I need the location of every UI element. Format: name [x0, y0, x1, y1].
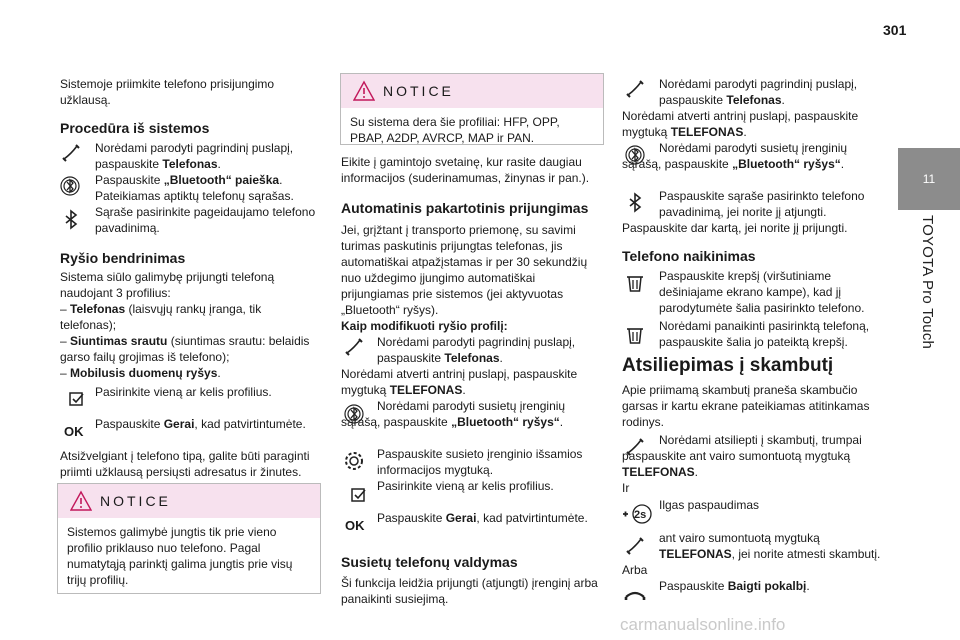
notice-body: Su sistema dera šie profiliai: HFP, OPP, PBAP, A2DP, AVRCP, MAP ir PAN. — [350, 115, 560, 145]
trash-icon — [624, 324, 646, 346]
step-bluetooth-search: Paspauskite „Bluetooth“ paieška. Pateikiamas aptiktų telefonų sąrašas. — [95, 173, 294, 203]
step-press-ok: Paspauskite Gerai, kad patvirtintumėte. — [95, 417, 306, 431]
bluetooth-search-icon — [59, 175, 81, 197]
modify-step-profiles: Pasirinkite vieną ar kelis profilius. — [377, 479, 554, 493]
bluetooth-icon — [624, 192, 646, 214]
warning-icon — [353, 80, 375, 102]
phone-handset-icon — [624, 535, 646, 557]
heading-auto-reconnect: Automatinis pakartotinis prijungimas — [341, 200, 589, 216]
bluetooth-icon — [60, 209, 82, 231]
hang-up-icon — [624, 584, 646, 606]
chapter-side-label: TOYOTA Pro Touch — [919, 215, 936, 350]
answer-call-body: Apie priimamą skambutį praneša skambučio garsas ir kartu ekrane pateikiamas atitinkamas rodinys. — [622, 383, 870, 429]
notice-body: Sistemos galimybė jungtis tik prie vieno profilio priklauso nuo telefono. Pagal numatytąją parinktį galima jungtis prie visų trijų profilių. — [67, 525, 293, 587]
manage-step-home: Norėdami parodyti pagrindinį puslapį, paspauskite Telefonas. — [659, 77, 858, 107]
ok-icon: OK — [64, 424, 84, 439]
or-text-2: Arba — [622, 563, 648, 577]
delete-step-remove: Norėdami panaikinti pasirinktą telefoną, paspauskite šalia jo pateiktą krepšį. — [659, 319, 870, 349]
checkbox-icon — [347, 484, 369, 506]
chapter-tab: 11 — [898, 148, 960, 210]
answer-step-reject: ant vairo sumontuotą mygtuką TELEFONAS, jei norite atmesti skambutį. — [659, 531, 881, 561]
notice-box-2 — [340, 73, 604, 145]
answer-step-end-call: Paspauskite Baigti pokalbį. — [659, 579, 810, 593]
or-text-1: Ir — [622, 481, 630, 495]
notice-title: NOTICE — [383, 83, 454, 99]
manage-step-bluetooth: Norėdami parodyti susietų įrenginių sąrašą, paspauskite „Bluetooth“ ryšys“. — [622, 141, 848, 171]
notice-box-1 — [57, 483, 321, 594]
checkbox-icon — [65, 388, 87, 410]
page-number: 301 — [883, 22, 907, 38]
notice-title: NOTICE — [100, 493, 171, 509]
auto-reconnect-body: Jei, grįžtant į transporto priemonę, su savimi turimas paskutinis prijungtas telefonas, jis automatiškai atpažįstamas ir per 30 sekundžių nuo uždegimo įjungimo automatiškai prijungiamas prie sistemos (jei aktyvuotas „Bluetooth“ ryšys). — [341, 223, 588, 317]
long-press-2s-icon — [621, 503, 655, 525]
phone-handset-icon — [624, 78, 646, 100]
modify-step-bluetooth: Norėdami parodyti susietų įrenginių sąrašą, paspauskite „Bluetooth“ ryšys“. — [341, 399, 566, 429]
step-select-profiles: Pasirinkite vieną ar kelis profilius. — [95, 385, 272, 399]
heading-delete-phone: Telefono naikinimas — [622, 248, 756, 264]
settings-gear-icon — [343, 450, 365, 472]
modify-step-home: Norėdami parodyti pagrindinį puslapį, paspauskite Telefonas. — [377, 335, 576, 365]
manage-step-disconnect: Paspauskite sąraše pasirinkto telefono pavadinimą, jei norite jį atjungti. — [659, 189, 865, 219]
answer-step-short-press: Norėdami atsiliepti į skambutį, trumpai paspauskite ant vairo sumontuotą mygtuką TELEFONAS. — [622, 433, 862, 479]
heading-procedure: Procedūra iš sistemos — [60, 120, 210, 136]
ok-icon: OK — [345, 518, 365, 533]
connection-profiles-text: Sistema siūlo galimybę prijungti telefoną naudojant 3 profilius: – Telefonas (laisvųjų rankų įranga, tik telefonas); – Siuntimas srautu (siuntimas srautu: belaidis garso failų grojimas iš telefono); – Mobilusis duomenų ryšys. — [60, 270, 310, 380]
step-select-phone: Sąraše pasirinkite pageidaujamo telefono pavadinimą. — [95, 205, 316, 235]
watermark: carmanualsonline.info — [620, 615, 786, 634]
modify-profile-heading: Kaip modifikuoti ryšio profilį: — [341, 319, 508, 333]
heading-answer-call: Atsiliepimas į skambutį — [622, 355, 834, 376]
modify-step-ok: Paspauskite Gerai, kad patvirtintumėte. — [377, 511, 588, 525]
modify-step-secondary: Norėdami atverti antrinį puslapį, paspauskite mygtuką TELEFONAS. — [341, 367, 578, 397]
manage-step-secondary: Norėdami atverti antrinį puslapį, paspauskite mygtuką TELEFONAS. — [622, 109, 859, 139]
depending-note: Atsižvelgiant į telefono tipą, galite būti paraginti priimti užklausą persiųsti adresatus ir žinutes. — [60, 449, 310, 479]
svg-text:2s: 2s — [634, 509, 647, 521]
phone-handset-icon — [343, 336, 365, 358]
modify-step-details: Paspauskite susieto įrenginio išsamios informacijos mygtuką. — [377, 447, 583, 477]
heading-connection-sharing: Ryšio bendrinimas — [60, 250, 186, 266]
delete-step-basket: Paspauskite krepšį (viršutiniame dešiniajame ekrano kampe), kad jį parodytumėte šalia pasirinkto telefono. — [659, 269, 865, 315]
manage-paired-body: Ši funkcija leidžia prijungti (atjungti) įrenginį arba panaikinti susiejimą. — [341, 576, 598, 606]
warning-icon — [70, 490, 92, 512]
long-press-label: Ilgas paspaudimas — [659, 498, 760, 512]
website-text: Eikite į gamintojo svetainę, kur rasite daugiau informacijos (suderinamumas, žinynas ir pan.). — [341, 155, 590, 185]
heading-manage-paired: Susietų telefonų valdymas — [341, 554, 518, 570]
manage-step-reconnect: Paspauskite dar kartą, jei norite jį prijungti. — [622, 221, 848, 235]
phone-handset-icon — [60, 142, 82, 164]
trash-icon — [624, 272, 646, 294]
step-show-home: Norėdami parodyti pagrindinį puslapį, paspauskite Telefonas. — [95, 141, 294, 171]
col1-intro: Sistemoje priimkite telefono prisijungimo užklausą. — [60, 77, 275, 107]
